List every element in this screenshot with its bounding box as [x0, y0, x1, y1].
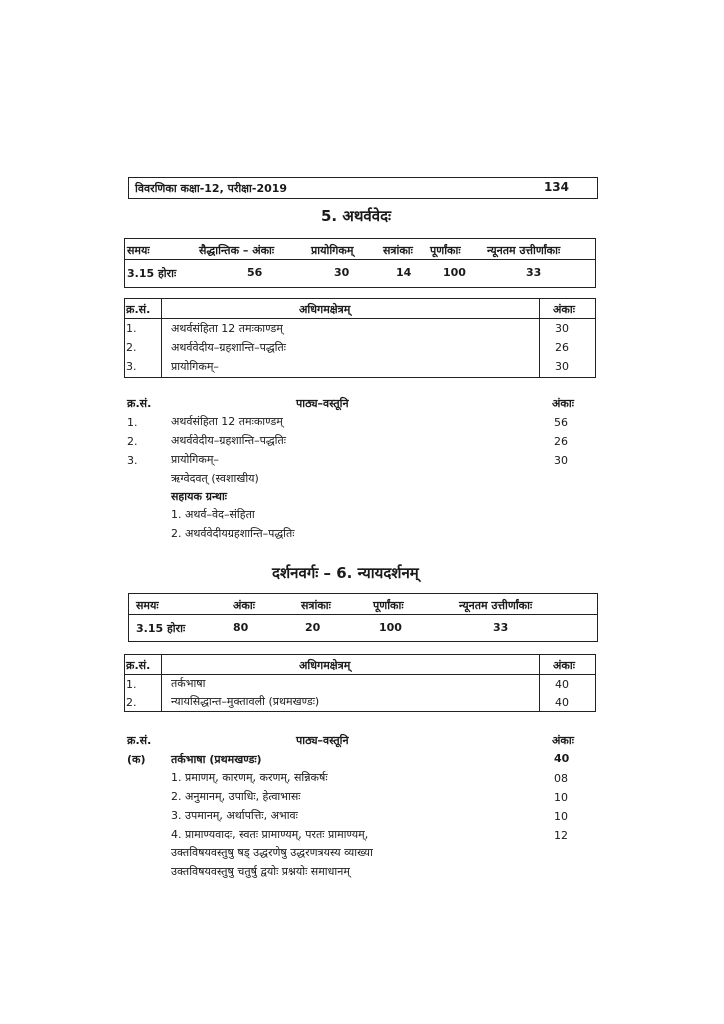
exam-header-total: पूर्णांकाः — [430, 244, 461, 257]
course-header-sn: क्र.सं. — [126, 303, 151, 316]
topic-marks: 08 — [554, 772, 568, 785]
evaluation-note: उक्तविषयवस्तुषु चतुर्षु द्वयोः प्रश्नयोः समाधानम् — [171, 865, 350, 878]
exam-value-time: 3.15 होराः — [127, 267, 177, 280]
topic-item: 3. उपमानम्, अर्थापत्तिः, अभावः — [171, 809, 298, 822]
course-row-sn: 1. — [126, 678, 137, 691]
exam-header-marks: अंकाः — [233, 599, 255, 612]
exam-value-total: 100 — [443, 266, 466, 279]
exam-value-time: 3.15 होराः — [136, 622, 186, 635]
content-header-sn: क्र.सं. — [127, 397, 152, 410]
course-structure-table-2 — [124, 654, 596, 712]
content-header-title: पाठ्य–वस्तूनि — [296, 734, 349, 747]
content-row-name: अथर्वसंहिता 12 तमःकाण्डम् — [171, 415, 283, 428]
content-header-marks: अंकाः — [552, 734, 574, 747]
exam-header-time: समयः — [127, 244, 150, 257]
course-table-col-divider — [539, 655, 540, 711]
exam-table-divider — [129, 614, 597, 615]
section-title-nyayadarshanam: दर्शनवर्गः – 6. न्यायदर्शनम् — [272, 564, 419, 582]
exam-scheme-table-1 — [124, 238, 596, 288]
exam-header-sessional: सत्रांकाः — [301, 599, 331, 612]
course-table-col-divider — [539, 299, 540, 377]
course-header-marks: अंकाः — [553, 659, 575, 672]
topic-marks: 10 — [554, 791, 568, 804]
content-row-marks: 26 — [554, 435, 568, 448]
exam-header-total: पूर्णांकाः — [373, 599, 404, 612]
course-row-marks: 26 — [555, 341, 569, 354]
topic-marks: 12 — [554, 829, 568, 842]
course-header-area: अधिगमक्षेत्रम् — [299, 659, 351, 672]
topic-item: 2. अनुमानम्, उपाधिः, हेत्वाभासः — [171, 790, 301, 803]
topic-marks: 10 — [554, 810, 568, 823]
page-number: 134 — [543, 180, 569, 194]
content-row-marks: 30 — [554, 454, 568, 467]
exam-value-sessional: 20 — [305, 621, 321, 634]
course-header-area: अधिगमक्षेत्रम् — [299, 303, 351, 316]
content-row-name: अथर्ववेदीय–ग्रहशान्ति–पद्धतिः — [171, 434, 286, 447]
content-row-marks: 56 — [554, 416, 568, 429]
course-row-sn: 2. — [126, 696, 137, 709]
content-row-name: प्रायोगिकम्– — [171, 453, 219, 466]
course-header-sn: क्र.सं. — [126, 659, 151, 672]
reference-book-item: 2. अथर्ववेदीयग्रहशान्ति–पद्धतिः — [171, 527, 295, 540]
course-row-sn: 3. — [126, 360, 137, 373]
topic-item: 1. प्रमाणम्, कारणम्, करणम्, सन्निकर्षः — [171, 771, 328, 784]
exam-header-theory: सैद्धान्तिक – अंकाः — [199, 244, 275, 257]
content-row-sn: 1. — [127, 416, 138, 429]
exam-value-pass: 33 — [526, 266, 542, 279]
exam-header-pass: न्यूनतम उत्तीर्णांकाः — [459, 599, 533, 612]
exam-value-marks: 80 — [233, 621, 249, 634]
exam-scheme-table-2 — [128, 593, 598, 642]
content-row-sn: 3. — [127, 454, 138, 467]
course-row-name: अथर्ववेदीय–ग्रहशान्ति–पद्धतिः — [171, 341, 286, 354]
exam-value-theory: 56 — [247, 266, 263, 279]
exam-header-pass: न्यूनतम उत्तीर्णांकाः — [487, 244, 561, 257]
content-header-title: पाठ्य–वस्तूनि — [296, 397, 349, 410]
course-header-marks: अंकाः — [553, 303, 575, 316]
exam-value-pass: 33 — [493, 621, 509, 634]
course-row-marks: 40 — [555, 696, 569, 709]
exam-value-sessional: 14 — [396, 266, 412, 279]
content-header-marks: अंकाः — [552, 397, 574, 410]
course-row-name: तर्कभाषा — [171, 677, 206, 690]
course-row-name: प्रायोगिकम्– — [171, 360, 219, 373]
exam-header-sessional: सत्रांकाः — [383, 244, 413, 257]
course-row-marks: 30 — [555, 322, 569, 335]
course-structure-table-1 — [124, 298, 596, 378]
booklet-title: विवरणिका कक्षा-12, परीक्षा-2019 — [135, 182, 288, 195]
course-row-name: अथर्वसंहिता 12 तमःकाण्डम् — [171, 322, 283, 335]
exam-table-divider — [125, 259, 595, 260]
header-box — [128, 177, 598, 199]
content-row-sn: 2. — [127, 435, 138, 448]
exam-header-practical: प्रायोगिकम् — [311, 244, 354, 257]
course-row-name: न्यायसिद्धान्त–मुक्तावली (प्रथमखण्डः) — [171, 695, 320, 708]
unit-sn: (क) — [127, 753, 146, 766]
exam-value-practical: 30 — [334, 266, 350, 279]
course-table-divider — [125, 674, 595, 675]
section-title-atharvaveda: 5. अथर्ववेदः — [321, 207, 392, 225]
course-row-sn: 1. — [126, 322, 137, 335]
unit-marks: 40 — [554, 752, 570, 765]
course-row-marks: 30 — [555, 360, 569, 373]
course-row-sn: 2. — [126, 341, 137, 354]
course-table-col-divider — [161, 299, 162, 377]
evaluation-note: उक्तविषयवस्तुषु षड् उद्धरणेषु उद्धरणत्रयस्य व्याख्या — [171, 846, 373, 859]
exam-value-total: 100 — [379, 621, 402, 634]
content-header-sn: क्र.सं. — [127, 734, 152, 747]
content-note: ऋग्वेदवत् (स्वशाखीय) — [171, 472, 259, 485]
unit-title: तर्कभाषा (प्रथमखण्डः) — [171, 753, 262, 766]
course-row-marks: 40 — [555, 678, 569, 691]
course-table-col-divider — [161, 655, 162, 711]
exam-header-time: समयः — [136, 599, 159, 612]
reference-book-item: 1. अथर्व–वेद–संहिता — [171, 508, 255, 521]
reference-books-heading: सहायक ग्रन्थाः — [171, 490, 228, 503]
topic-item: 4. प्रामाण्यवादः, स्वतः प्रामाण्यम्, परतः प्रामाण्यम्, — [171, 828, 369, 841]
course-table-divider — [125, 318, 595, 319]
